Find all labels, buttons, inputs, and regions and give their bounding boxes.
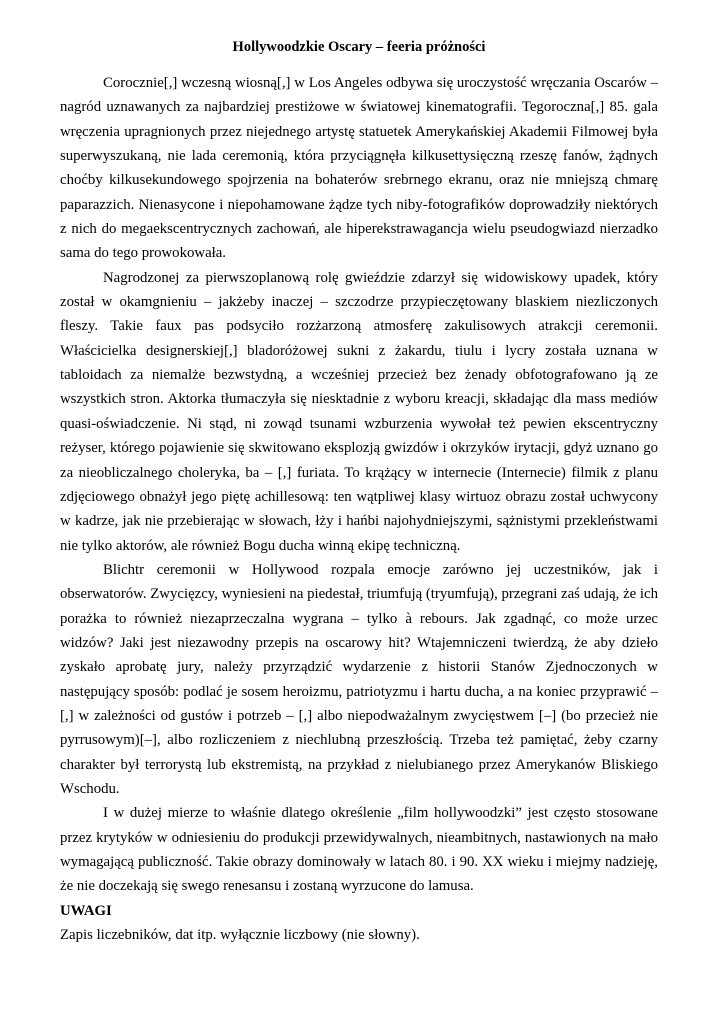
paragraph-4: I w dużej mierze to właśnie dlatego określenie „film hollywoodzki” jest często stosowane przez krytyków w odniesieniu do produkcji przewidywalnych, nieambitnych, nastawionych na mało wymagającą publiczność. Takie obrazy dominowały w latach 80. i 90. XX wieku i miejmy nadzieję, że nie doczekają się swego renesansu i zostaną wyrzucone do lamusa. (60, 805, 658, 895)
paragraph-3: Blichtr ceremonii w Hollywood rozpala emocje zarówno jej uczestników, jak i obserwatorów. Zwycięzcy, wyniesieni na piedestał, triumfują (tryumfują), przegrani zaś udają, że ich porażka to również niezaprzeczalna wygrana – tylko à rebours. Jak zgadnąć, co może urzec widzów? Jaki jest niezawodny przepis na oscarowy hit? Wtajemniczeni twierdzą, że aby dzieło zyskało aprobatę jury, należy przyrządzić wydarzenie z historii Stanów Zjednoczonych w następujący sposób: podlać je sosem heroizmu, patriotyzmu i hartu ducha, a na koniec przyprawić – [,] w zależności od gustów i potrzeb – [,] albo niepodważalnym zwycięstwem [–] (bo przecież nie pyrrusowym)[–], albo rozliczeniem z niechlubną przeszłością. Trzeba też pamiętać, żeby czarny charakter był terrorystą lub ekstremistą, na przykład z nielubianego przez Amerykanów Bliskiego Wschodu. (60, 561, 658, 797)
document-page (60, 37, 658, 947)
paragraph-2: Nagrodzonej za pierwszoplanową rolę gwieździe zdarzył się widowiskowy upadek, który został w okamgnieniu – jakżeby inaczej – szczodrze przypieczętowany blaskiem niezliczonych fleszy. Takie faux pas podsyciło rozżarzoną atmosferę zakulisowych atrakcji ceremonii. Właścicielka designerskiej[,] bladoróżowej sukni z żakardu, tiulu i lycry została uznana w tabloidach za niemalże bezwstydną, a wcześniej przecież bez żenady obfotografowano ją ze wszystkich stron. Aktorka tłumaczyła się niesktadnie z wyboru kreacji, składając dla mass mediów quasi-oświadczenie. Ni stąd, ni zowąd tsunami wzburzenia wywołał też pewien ekscentryczny reżyser, którego pojawienie się skwitowano eksplozją gwizdów i okrzyków irytacji, gdyż uznano go za nieobliczalnego choleryka, ba – [,] furiata. To krążący w internecie (Internecie) filmik z planu zdjęciowego obnażył jego piętę achillesową: ten wątpliwej klasy wirtuoz obrazu został uchwycony w kadrze, jak nie przebierając w słowach, łży i hańbi najohydniejszymi, sążnistymi przekleństwami nie tylko aktorów, ale również Bogu ducha winną ekipę techniczną. (60, 269, 658, 554)
notes-text: Zapis liczebników, dat itp. wyłącznie liczbowy (nie słowny). (60, 927, 420, 944)
document-title: Hollywoodzkie Oscary – feeria próżności (232, 39, 486, 55)
notes-heading: UWAGI (60, 902, 112, 919)
paragraph-1: Corocznie[,] wczesną wiosną[,] w Los Angeles odbywa się uroczystość wręczania Oscarów – nagród uznawanych za najbardziej prestiżowe w światowej kinematografii. Tegoroczna[,] 85. gala wręczenia upragnionych przez niejednego artystę statuetek Amerykańskiej Akademii Filmowej była superwyszukaną, nie lada ceremonią, która przyciągnęła kilkusettysięczną rzeszę fanów, żądnych choćby kilkusekundowego spojrzenia na bohaterów srebrnego ekranu, oraz nie mniejszą chmarę paparazzich. Nienasycone i niepohamowane żądze tych niby-fotografików doprowadziły niektórych z nich do megaekscentrycznych zachowań, ale hiperekstrawagancja wielu pseudogwiazd nierzadko sama do tego prowokowała. (60, 75, 658, 262)
